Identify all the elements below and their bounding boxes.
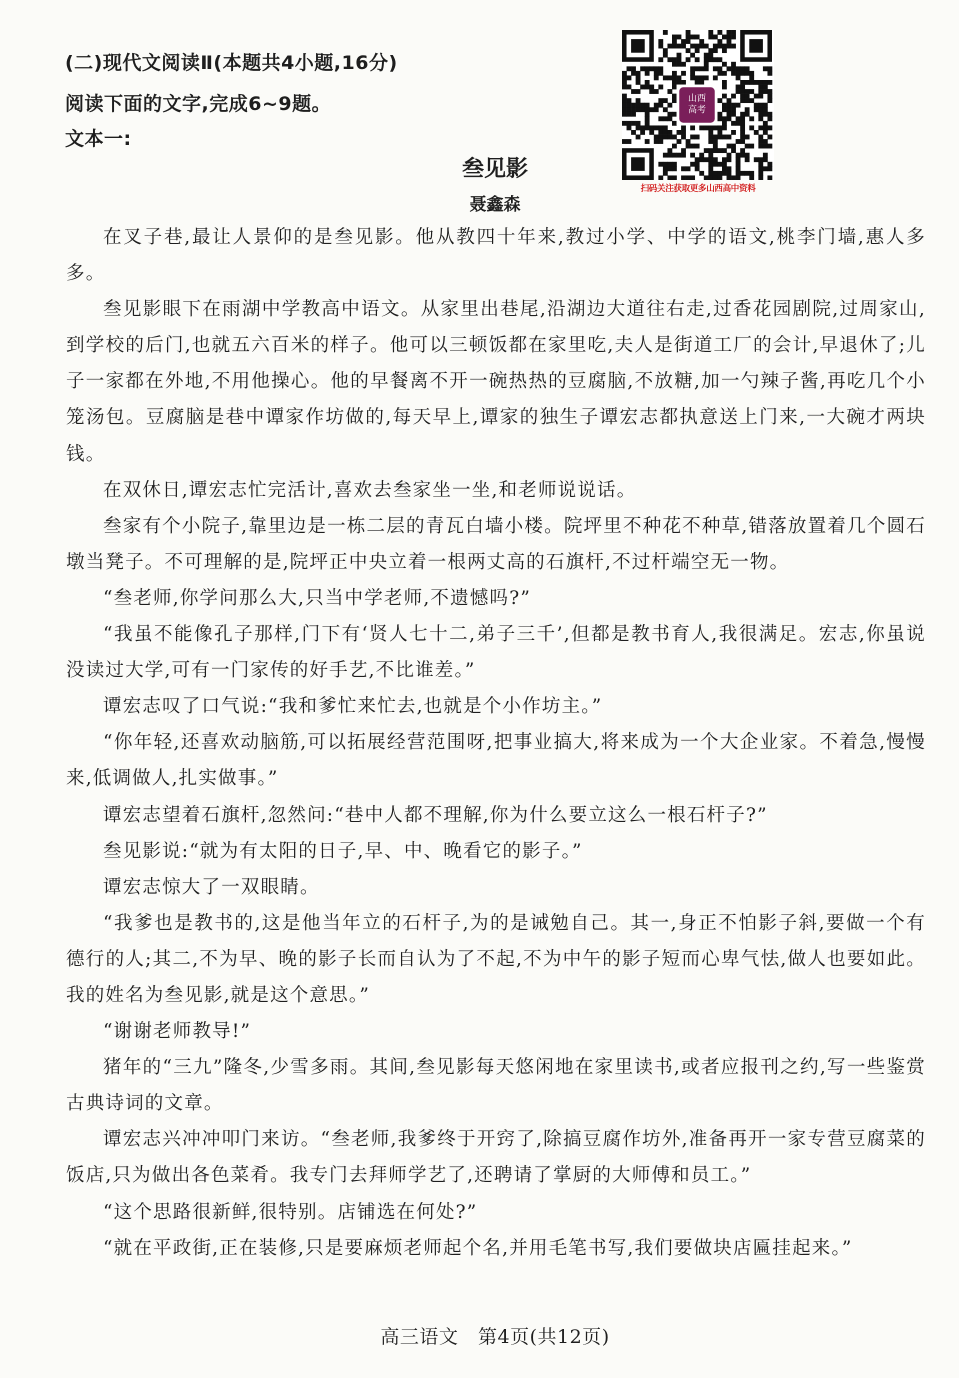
paragraph: 叁见影说:“就为有太阳的日子,早、中、晚看它的影子。” xyxy=(103,840,583,862)
qr-logo-text: 山西 xyxy=(687,93,707,104)
paragraph: 叁见影眼下在雨湖中学教高中语文。从家里出巷尾,沿湖边大道往右走,过香花园剧院,过周家山,到学校的后门,也就五六百米的样子。他可以三顿饭都在家里吃,夫人是街道工厂的会计,早退休了;儿子一家都在外地,不用他操心。他的早餐离不开一碗热热的豆腐脑,不放糖,加一勺辣子酱,再吃几个小笼汤包。豆腐脑是巷中谭家作坊做的,每天早上,谭家的独生子谭宏志都执意送上门来,一大碗才两块钱。 xyxy=(66,299,926,465)
paragraph: “你年轻,还喜欢动脑筋,可以拓展经营范围呀,把事业搞大,将来成为一个大企业家。不着急,慢慢来,低调做人,扎实做事。” xyxy=(66,732,926,790)
paragraph: 猪年的“三九”隆冬,少雪多雨。其间,叁见影每天悠闲地在家里读书,或者应报刊之约,写一些鉴赏古典诗词的文章。 xyxy=(66,1057,926,1115)
instruction-line: 阅读下面的文字,完成6~9题。 xyxy=(65,93,332,115)
paragraph: 谭宏志兴冲冲叩门来访。“叁老师,我爹终于开窍了,除搞豆腐作坊外,准备再开一家专营豆腐菜的饭店,只为做出各色菜肴。我专门去拜师学艺了,还聘请了掌厨的大师傅和员工。” xyxy=(66,1129,926,1187)
paragraph: 在叉子巷,最让人景仰的是叁见影。他从教四十年来,教过小学、中学的语文,桃李门墙,惠人多多。 xyxy=(66,227,926,285)
paragraph: “这个思路很新鲜,很特别。店铺选在何处?” xyxy=(103,1201,478,1223)
qr-logo-text: 高考 xyxy=(687,105,707,116)
paragraph: 在双休日,谭宏志忙完活计,喜欢去叁家坐一坐,和老师说说话。 xyxy=(103,479,637,501)
page-footer: 高三语文 第4页(共12页) xyxy=(380,1326,610,1348)
qr-caption: 扫码关注获取更多山西高中资料 xyxy=(640,184,756,194)
paragraph: “谢谢老师教导!” xyxy=(103,1021,252,1043)
paragraph: “就在平政街,正在装修,只是要麻烦老师起个名,并用毛笔书写,我们要做块店匾挂起来。” xyxy=(103,1237,853,1259)
paragraph: “我虽不能像孔子那样,门下有‘贤人七十二,弟子三千’,但都是教书育人,我很满足。宏志,你虽说没读过大学,可有一门家传的好手艺,不比谁差。” xyxy=(66,624,926,682)
article-title: 叁见影 xyxy=(461,157,528,182)
paragraph: “叁老师,你学问那么大,只当中学老师,不遗憾吗?” xyxy=(103,587,531,609)
paragraph: 叁家有个小院子,靠里边是一栋二层的青瓦白墙小楼。院坪里不种花不种草,错落放置着几个圆石墩当凳子。不可理解的是,院坪正中央立着一根两丈高的石旗杆,不过杆端空无一物。 xyxy=(66,515,926,573)
article-body xyxy=(66,220,926,1267)
section-heading: (二)现代文阅读Ⅱ(本题共4小题,16分) xyxy=(65,52,398,74)
paragraph: 谭宏志惊大了一双眼睛。 xyxy=(103,876,320,898)
paragraph: 谭宏志望着石旗杆,忽然问:“巷中人都不理解,你为什么要立这么一根石杆子?” xyxy=(103,804,768,826)
article-author: 聂鑫森 xyxy=(469,195,521,215)
paragraph: “我爹也是教书的,这是他当年立的石杆子,为的是诫勉自己。其一,身正不怕影子斜,要做一个有德行的人;其二,不为早、晚的影子长而自认为了不起,不为中午的影子短而心卑气怯,做人也要如此。我的姓名为叁见影,就是这个意思。” xyxy=(66,912,926,1006)
paragraph: 谭宏志叹了口气说:“我和爹忙来忙去,也就是个小作坊主。” xyxy=(103,696,603,718)
text-label: 文本一: xyxy=(65,128,132,150)
